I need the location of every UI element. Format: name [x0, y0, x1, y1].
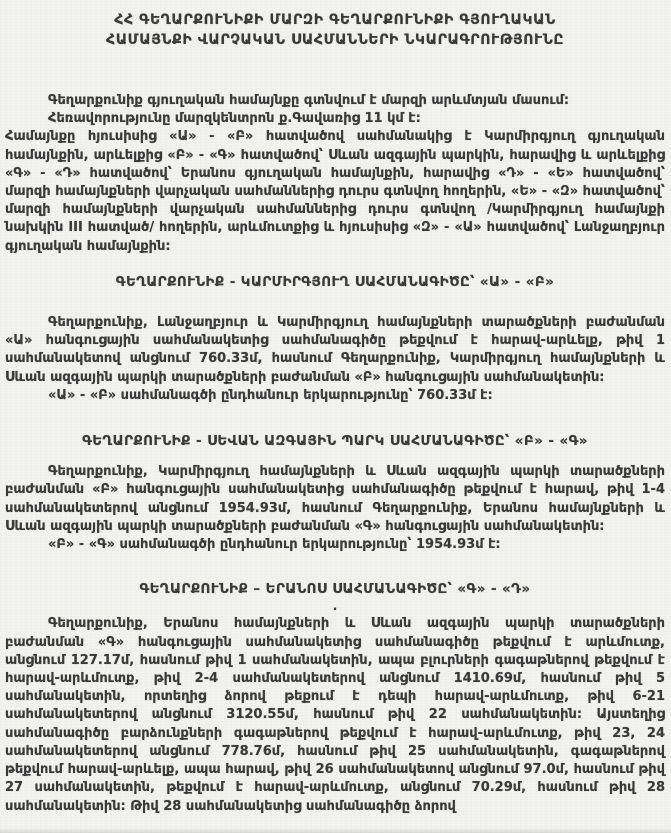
section-body: Գեղարքունիք, Երանոս համայնքների և Սևան ազգային պարկի տարածքների բաժանման «Գ» հանգուցային սահմանակետից սահմանագիծը թեքվում է արևմուտք, անցնում 127.17մ, հասնում թիվ 1 սահմանակետին, ապա բլուրների գագաթներով թեքվում է հարավ-արևմուտք, թիվ 2-4 սահմանակետերով անցնում 1410.69մ, հասնում թիվ 5 սահմանակետին, որտեղից ձորով թեքում է դեպի հարավ-արևմուտք, թիվ 6-21 սահմանակետերով անցնում 3120.55մ, հասնում թիվ 22 սահմանակետին: Այստեղից սահմանագիծը բարձունքների գագաթներով թեքվում է հարավ-արևմուտք, թիվ 23, 24 սահմանակետերով անցնում 778.76մ, հասնում թիվ 25 սահմանակետին, գագաթներով թեքվում հարավ-արևելք, ապա հարավ, թիվ 26 սահմանակետով անցնում 97.0մ, հասնում թիվ 27 սահմանակետին, թեքվում է հարավ-արևմուտք, անցնում 70.29մ, հասնում թիվ 28 սահմանակետին: Թիվ 28 սահմանակետից սահմանագիծը ձորով	[5, 616, 665, 814]
section-a-b	[5, 273, 665, 405]
section-length-line: «Բ» - «Գ» սահմանագծի ընդհանուր երկարությունը՝ 1954.93մ է:	[48, 537, 501, 553]
section-g-d	[5, 580, 665, 815]
section-heading: ԳԵՂԱՐՔՈՒՆԻՔ – ԵՐԱՆՈՍ ՍԱՀՄԱՆԱԳԻԾԸ՝ «Գ» - «Դ»	[139, 581, 531, 598]
heading-subnote-dot: .	[332, 599, 338, 614]
section-heading: ԳԵՂԱՐՔՈՒՆԻՔ - ՍԵՎԱՆ ԱԶԳԱՅԻՆ ՊԱՐԿ ՍԱՀՄԱՆԱԳԻԾԸ՝ «Բ» - «Գ»	[82, 433, 588, 450]
page-title-line2: ՀԱՄԱՅՆՔԻ ՎԱՐՉԱԿԱՆ ՍԱՀՄԱՆՆԵՐԻ ՆԿԱՐԱԳՐՈՒԹՅՈՒՆԸ	[105, 32, 564, 48]
intro-block	[5, 92, 665, 256]
page-title-line1: ՀՀ ԳԵՂԱՐՔՈՒՆԻՔԻ ՄԱՐԶԻ ԳԵՂԱՐՔՈՒՆԻՔԻ ԳՅՈՒՂԱԿԱՆ	[114, 12, 556, 28]
section-heading: ԳԵՂԱՐՔՈՒՆԻՔ - ԿԱՐՄԻՐԳՅՈՒՂ ՍԱՀՄԱՆԱԳԻԾԸ՝ «Ա» - «Բ»	[115, 273, 555, 290]
intro-paragraph-distance: Հեռավորությունը մարզկենտրոն ք.Գավառից 11 կմ է:	[48, 111, 421, 127]
page-title	[5, 10, 665, 50]
section-body: Գեղարքունիք, Լանջաղբյուր և Կարմիրգյուղ համայնքների տարածքների բաժանման «Ա» հանգուցային սահմանակետից սահմանագիծը թեքվում է հարավ-արևելք, թիվ 1 սահմանակետով անցնում 760.33մ, հասնում Գեղարքունիք, Կարմիրգյուղ համայնքների և Սևան ազգային պարկի տարածքների բաժանման «Բ» հանգուցային սահմանակետին:	[5, 315, 665, 385]
intro-paragraph-location: Գեղարքունիք գյուղական համայնքը գտնվում է մարզի արևմտյան մասում:	[48, 93, 570, 108]
section-b-g	[5, 432, 665, 554]
section-length-line: «Ա» - «Բ» սահմանագծի ընդհանուր երկարությունը՝ 760.33մ է:	[48, 387, 493, 403]
section-body: Գեղարքունիք, Կարմիրգյուղ համայնքների և Սևան ազգային պարկի տարածքների բաժանման «Բ» հանգուցային սահմանակետից սահմանագիծը թեքվում է հարավ, թիվ 1-4 սահմանակետերով անցնում 1954.93մ, հասնում Գեղարքունիք, Երանոս համայնքների և Սևան ազգային պարկի տարածքների բաժանման «Գ» հանգուցային սահմանակետին:	[5, 464, 665, 534]
intro-paragraph-borders: Համայնքը հյուսիսից «Ա» - «Բ» հատվածով սահմանակից է Կարմիրգյուղ գյուղական համայնքին, արևելքից «Բ» - «Գ» հատվածով՝ Սևան ազգային պարկին, հարավից և արևելքից «Գ» - «Դ» հատվածով՝ Երանոս գյուղական համայնքին, հարավից «Դ» - «Ե» հատվածով՝ մարզի համայնքների վարչական սահմաններից դուրս գտնվող հողերին, «Ե» - «Զ» հատվածով՝ մարզի համայնքների վարչական սահմաններից դուրս գտնվող /Կարմիրգյուղ համայնքի նախկին III հատված/ հողերին, արևմուտքից և հյուսիսից «Զ» - «Ա» հատվածով՝ Լանջաղբյուր գյուղական համայնքին:	[5, 129, 665, 254]
